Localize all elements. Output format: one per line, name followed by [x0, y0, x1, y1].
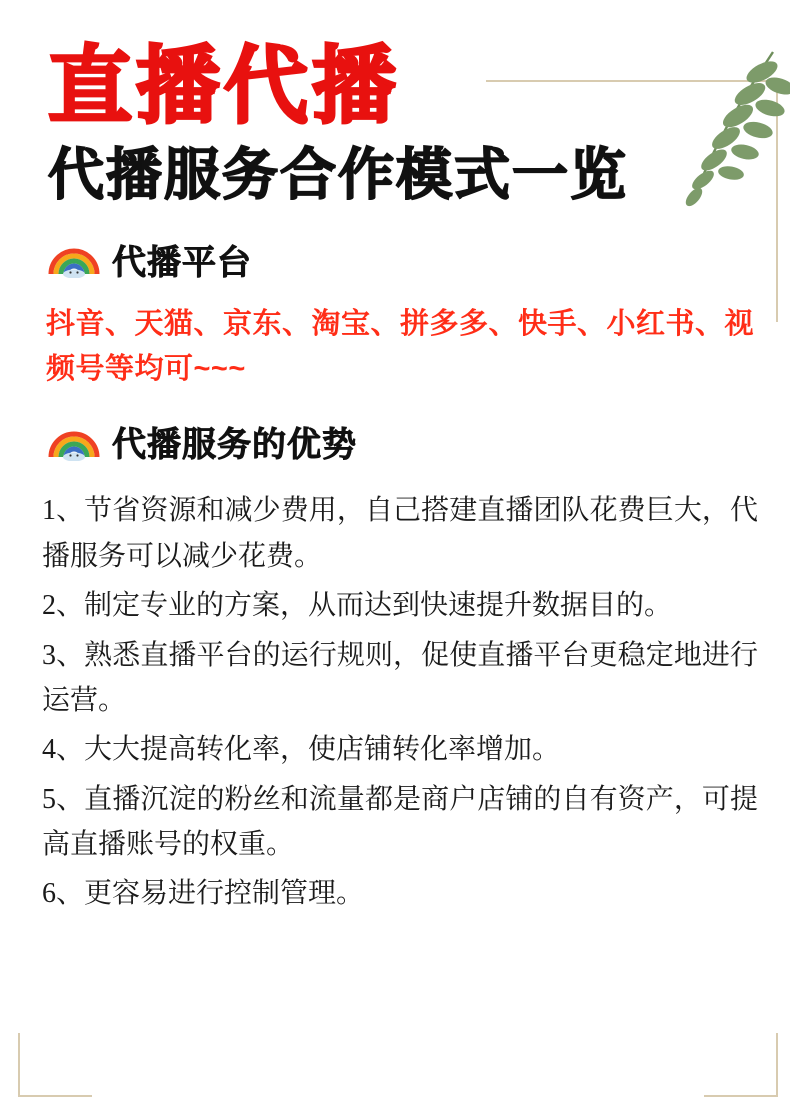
section-advantages: [40, 417, 760, 916]
rainbow-icon: [46, 423, 102, 461]
page-title: 直播代播: [48, 37, 401, 135]
section-advantages-header: [46, 417, 760, 466]
list-item: 2、制定专业的方案，从而达到快速提升数据目的。: [42, 590, 673, 622]
list-item: 6、更容易进行控制管理。: [42, 878, 365, 910]
section-platforms-header: [46, 235, 760, 284]
section-advantages-title: 代播服务的优势: [112, 426, 357, 465]
list-item: 5、直播沉淀的粉丝和流量都是商户店铺的自有资产，可提高直播账号的权重。: [42, 783, 758, 860]
page-subtitle: 代播服务合作模式一览: [48, 143, 628, 209]
advantages-list: [42, 488, 758, 916]
poster-body: [0, 37, 800, 917]
decorative-frame-bottom-left: [18, 1033, 92, 1097]
decorative-frame-bottom-right: [704, 1033, 778, 1097]
list-item: 4、大大提高转化率，使店铺转化率增加。: [42, 734, 561, 766]
list-item: 3、熟悉直播平台的运行规则，促使直播平台更稳定地进行运营。: [42, 639, 758, 716]
rainbow-icon: [46, 240, 102, 278]
platform-list-text: 抖音、天猫、京东、淘宝、拼多多、快手、小红书、视频号等均可~~~: [46, 307, 755, 385]
section-platforms-title: 代播平台: [112, 243, 252, 282]
list-item: 1、节省资源和减少费用，自己搭建直播团队花费巨大，代播服务可以减少花费。: [42, 495, 758, 572]
section-platforms: [40, 235, 760, 392]
